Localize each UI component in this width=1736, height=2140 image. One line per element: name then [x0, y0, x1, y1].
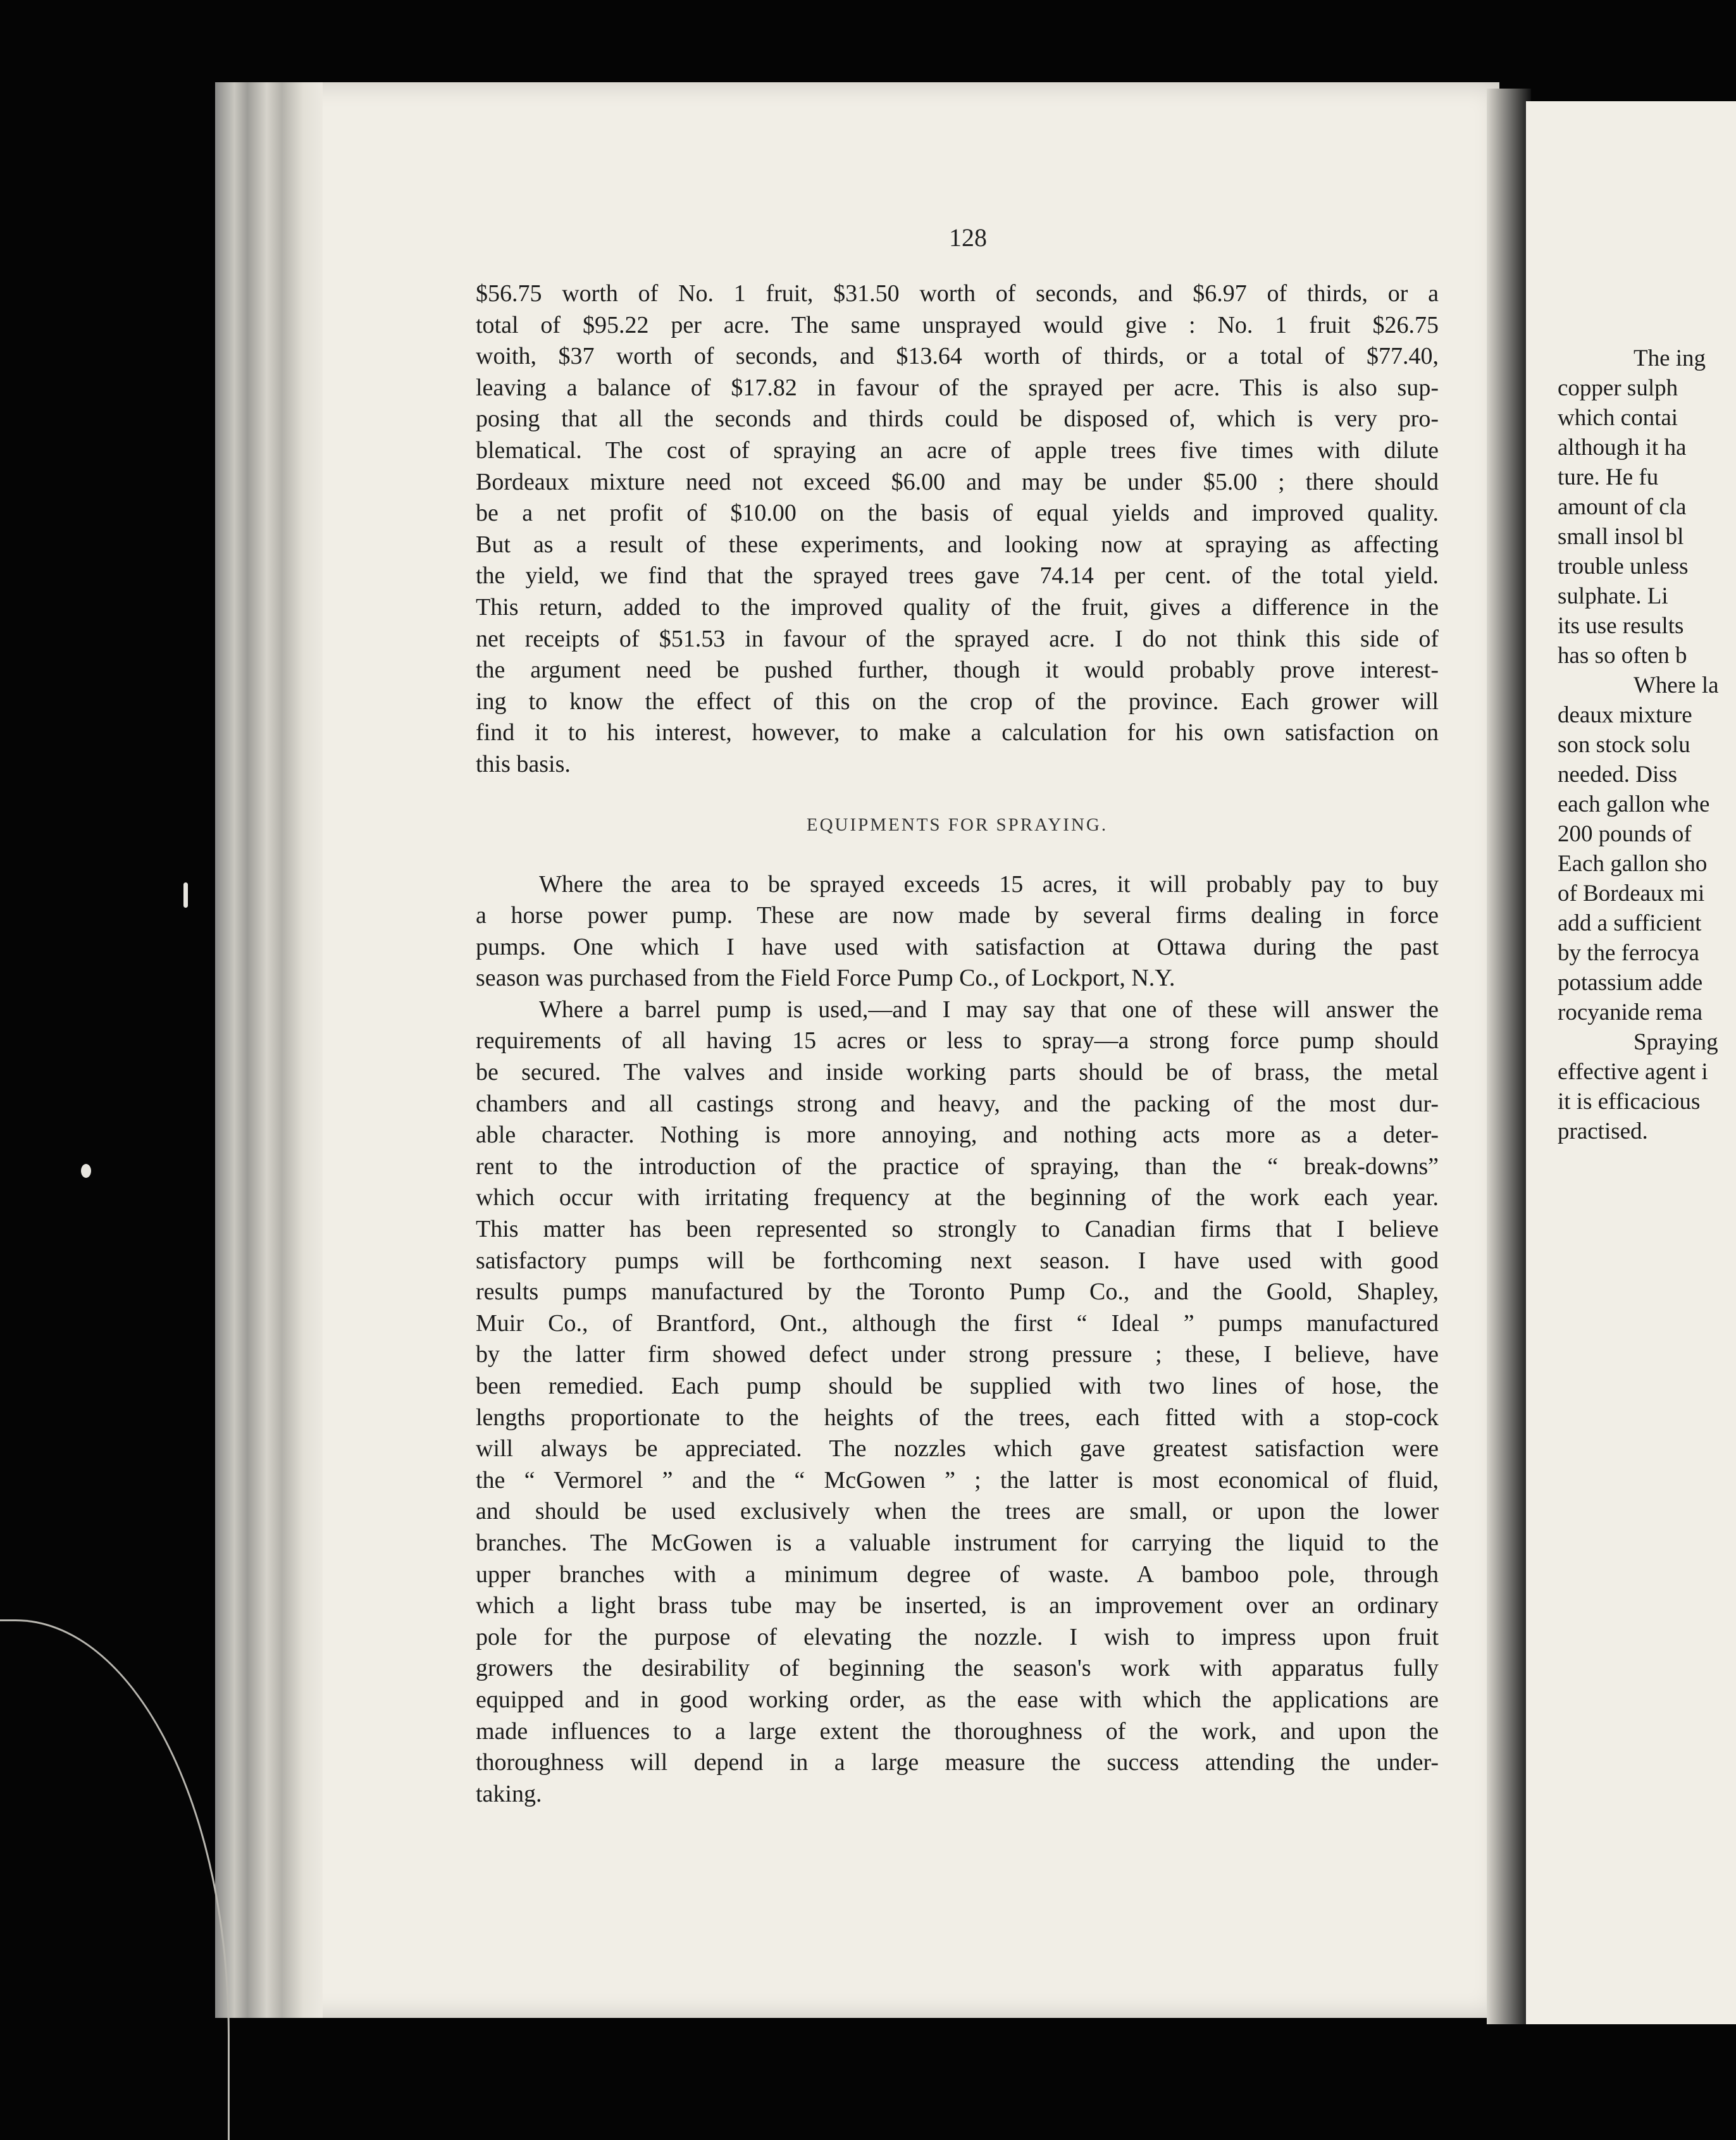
text-line: and should be used exclusively when the trees are small, or upon the lower: [476, 1498, 1439, 1525]
text-line: of Bordeaux mi: [1558, 881, 1705, 906]
text-line: Bordeaux mixture need not exceed $6.00 and may be under $5.00 ; there should: [476, 468, 1439, 495]
text-line: the “ Vermorel ” and the “ McGowen ” ; the latter is most economical of fluid,: [476, 1466, 1439, 1494]
text-line: be a net profit of $10.00 on the basis of equal yields and improved quality.: [476, 500, 1439, 527]
scan-speck: [183, 882, 188, 908]
text-line: requirements of all having 15 acres or less to spray—a strong force pump should: [476, 1027, 1439, 1055]
text-line: sulphate. Li: [1558, 583, 1668, 609]
section-heading: EQUIPMENTS FOR SPRAYING.: [806, 814, 1108, 835]
text-line: But as a result of these experiments, and looking now at spraying as affecting: [476, 531, 1439, 558]
paragraph-2: [476, 869, 1439, 994]
text-line: net receipts of $51.53 in favour of the sprayed acre. I do not think this side of: [476, 625, 1439, 652]
text-line: amount of cla: [1558, 494, 1687, 520]
text-line: branches. The McGowen is a valuable instrument for carrying the liquid to the: [476, 1529, 1439, 1556]
text-line: ture. He fu: [1558, 464, 1659, 490]
text-line: Each gallon sho: [1558, 851, 1708, 877]
text-line: each gallon whe: [1558, 791, 1710, 817]
text-line: small insol bl: [1558, 524, 1684, 550]
text-line: ing to know the effect of this on the crop of the province. Each grower will: [476, 688, 1439, 715]
text-line: This matter has been represented so strongly to Canadian firms that I believe: [476, 1216, 1439, 1243]
text-line: woith, $37 worth of seconds, and $13.64 worth of thirds, or a total of $77.40,: [476, 343, 1439, 370]
text-line: by the latter firm showed defect under strong pressure ; these, I believe, have: [476, 1341, 1439, 1368]
text-line: add a sufficient: [1558, 910, 1702, 936]
text-line: rocyanide rema: [1558, 999, 1703, 1025]
text-line: effective agent i: [1558, 1059, 1708, 1085]
text-line: a horse power pump. These are now made by several firms dealing in force: [476, 902, 1439, 929]
text-line: thoroughness will depend in a large measure the success attending the under-: [476, 1749, 1439, 1776]
text-line: the argument need be pushed further, though it would probably prove interest-: [476, 657, 1439, 684]
text-line: results pumps manufactured by the Toronto Pump Co., and the Goold, Shapley,: [476, 1278, 1439, 1306]
text-line: rent to the introduction of the practice of spraying, than the “ break-downs”: [476, 1153, 1439, 1180]
text-line: Where la: [1634, 672, 1719, 698]
right-page-text: [1558, 343, 1736, 1146]
text-line: taking.: [476, 1780, 542, 1807]
text-line: made influences to a large extent the thoroughness of the work, and upon the: [476, 1717, 1439, 1745]
text-line: growers the desirability of beginning the season's work with apparatus fully: [476, 1655, 1439, 1682]
text-line: pumps. One which I have used with satisfaction at Ottawa during the past: [476, 933, 1439, 960]
paragraph-1: [476, 278, 1439, 781]
left-page-text: [476, 278, 1439, 1810]
book-gutter: [1487, 89, 1531, 2024]
text-line: equipped and in good working order, as the ease with which the applications are: [476, 1686, 1439, 1713]
text-line: been remedied. Each pump should be supplied with two lines of hose, the: [476, 1373, 1439, 1399]
text-line: needed. Diss: [1558, 762, 1678, 788]
text-line: chambers and all castings strong and heavy, and the packing of the most dur-: [476, 1090, 1439, 1117]
text-line: leaving a balance of $17.82 in favour of the sprayed per acre. This is also sup-: [476, 374, 1439, 401]
page-number: 128: [949, 223, 987, 252]
text-line: although it ha: [1558, 435, 1687, 461]
text-line: its use results: [1558, 613, 1684, 639]
text-line: this basis.: [476, 750, 571, 777]
text-line: blematical. The cost of spraying an acre of apple trees five times with dilute: [476, 436, 1439, 464]
text-line: by the ferrocya: [1558, 940, 1699, 966]
text-line: copper sulph: [1558, 375, 1678, 401]
text-line: Muir Co., of Brantford, Ont., although the first “ Ideal ” pumps manufactured: [476, 1309, 1439, 1337]
text-line: will always be appreciated. The nozzles which gave greatest satisfaction were: [476, 1435, 1439, 1463]
text-line: pole for the purpose of elevating the nozzle. I wish to impress upon fruit: [476, 1623, 1439, 1650]
text-line: Where the area to be sprayed exceeds 15 acres, it will probably pay to buy: [539, 870, 1439, 898]
text-line: lengths proportionate to the heights of the trees, each fitted with a stop-cock: [476, 1404, 1439, 1431]
text-line: deaux mixture: [1558, 702, 1692, 728]
text-line: potassium adde: [1558, 970, 1703, 996]
text-line: practised.: [1558, 1118, 1648, 1144]
text-line: which contai: [1558, 405, 1678, 431]
text-line: Where a barrel pump is used,—and I may say that one of these will answer the: [539, 996, 1439, 1023]
scan-artifact-arc: [0, 1619, 230, 2140]
paragraph-3: [476, 994, 1439, 1810]
text-line: This return, added to the improved quality of the fruit, gives a difference in the: [476, 593, 1439, 621]
text-line: total of $95.22 per acre. The same unsprayed would give : No. 1 fruit $26.75: [476, 311, 1439, 338]
text-line: satisfactory pumps will be forthcoming next season. I have used with good: [476, 1247, 1439, 1274]
text-line: upper branches with a minimum degree of waste. A bamboo pole, through: [476, 1561, 1439, 1588]
text-line: $56.75 worth of No. 1 fruit, $31.50 worth of seconds, and $6.97 of thirds, or a: [476, 280, 1439, 307]
page-edge-stack: [215, 82, 323, 2018]
text-line: it is efficacious: [1558, 1089, 1701, 1115]
text-line: which a light brass tube may be inserted, is an improvement over an ordinary: [476, 1592, 1439, 1619]
text-line: able character. Nothing is more annoying, and nothing acts more as a deter-: [476, 1122, 1439, 1149]
text-line: Spraying: [1634, 1029, 1718, 1055]
text-line: The ing: [1634, 345, 1706, 371]
text-line: find it to his interest, however, to make a calculation for his own satisfaction on: [476, 719, 1439, 746]
text-line: has so often b: [1558, 643, 1687, 669]
text-line: son stock solu: [1558, 732, 1690, 758]
text-line: trouble unless: [1558, 554, 1689, 579]
text-line: which occur with irritating frequency at the beginning of the work each year.: [476, 1184, 1439, 1211]
text-line: 200 pounds of: [1558, 821, 1692, 847]
text-line: the yield, we find that the sprayed trees gave 74.14 per cent. of the total yield.: [476, 562, 1439, 590]
text-line: season was purchased from the Field Force Pump Co., of Lockport, N.Y.: [476, 965, 1175, 992]
text-line: be secured. The valves and inside working parts should be of brass, the metal: [476, 1059, 1439, 1086]
scan-speck: [81, 1164, 91, 1178]
text-line: posing that all the seconds and thirds could be disposed of, which is very pro-: [476, 405, 1439, 433]
